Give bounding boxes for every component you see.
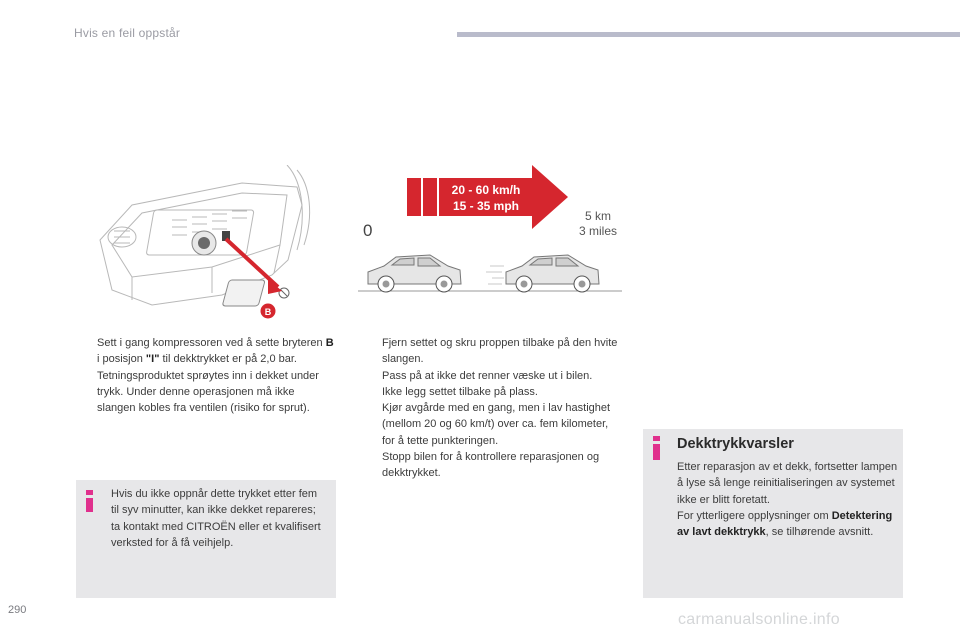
left-info-box (76, 480, 336, 598)
info-icon (86, 490, 93, 512)
distance-miles-label: 3 miles (578, 224, 618, 238)
left-p1-b: B (325, 337, 334, 349)
middle-column (361, 335, 621, 482)
car-moving-icon (486, 255, 599, 292)
watermark: carmanualsonline.info (678, 611, 840, 628)
left-info-text: Hvis du ikke oppnår dette trykket etter fem til syv minutter, kan ikke dekket repareres; ta kontakt med CITROËN eller et kvalifisert verksted for å få veihjelp. (111, 488, 321, 549)
middle-b1-line3: Ikke legg settet tilbake på plass. (382, 385, 538, 398)
middle-b1-line1: Fjern settet og skru proppen tilbake på den hvite slangen. (382, 337, 618, 366)
right-info-text-c: Detektering av lavt dekktrykk (677, 509, 893, 539)
middle-bullet-2 (361, 400, 621, 449)
left-p1-c: i posisjon (97, 353, 146, 366)
right-info-text (677, 459, 899, 540)
right-info-text-b: For ytterligere opplysninger om (677, 509, 832, 522)
right-info-text-a: Etter reparasjon av et dekk, fortsetter lampen å lyse så lenge reinitialiseringen av systemet ikke er blitt foretatt. (677, 461, 898, 506)
left-p1-d: "I" (145, 353, 160, 366)
header-bar (457, 32, 960, 37)
page-number: 290 (8, 604, 27, 616)
left-p2: Tetningsproduktet sprøytes inn i dekket under trykk. Under denne operasjonen må ikke slangen kobles fra ventilen (risiko for sprut). (97, 369, 319, 415)
speed-mph-label: 15 - 35 mph (452, 199, 520, 213)
distance-km-label: 5 km (584, 209, 612, 223)
speed-kmh-label: 20 - 60 km/h (451, 183, 521, 197)
right-info-title: Dekktrykkvarsler (677, 436, 794, 452)
middle-b3: Stopp bilen for å kontrollere reparasjonen og dekktrykket. (382, 451, 600, 480)
middle-b1-line2: Pass på at ikke det renner væske ut i bilen. (382, 369, 593, 382)
left-p1-a: Sett i gang kompressoren ved å sette bryteren (97, 337, 326, 349)
compressor-illustration (92, 165, 322, 325)
left-column (76, 335, 336, 416)
middle-bullet-1 (361, 335, 621, 400)
car-start-icon (368, 255, 461, 292)
left-bullet-1 (76, 335, 336, 416)
info-icon (653, 436, 660, 460)
callout-b-label: B (264, 307, 272, 317)
right-info-box (643, 429, 903, 598)
right-info-text-b-wrap (677, 508, 899, 541)
start-label: 0 (363, 221, 373, 240)
section-title: Hvis en feil oppstår (74, 26, 181, 40)
left-p1-e: til dekktrykket er på 2,0 bar. (159, 353, 297, 366)
middle-b2: Kjør avgårde med en gang, men i lav hastighet (mellom 20 og 60 km/t) over ca. fem kilometer, for å tette punkteringen. (382, 402, 611, 447)
right-info-text-d: , se tilhørende avsnitt. (765, 526, 874, 539)
driving-illustration (356, 162, 626, 302)
middle-bullet-3 (361, 449, 621, 482)
